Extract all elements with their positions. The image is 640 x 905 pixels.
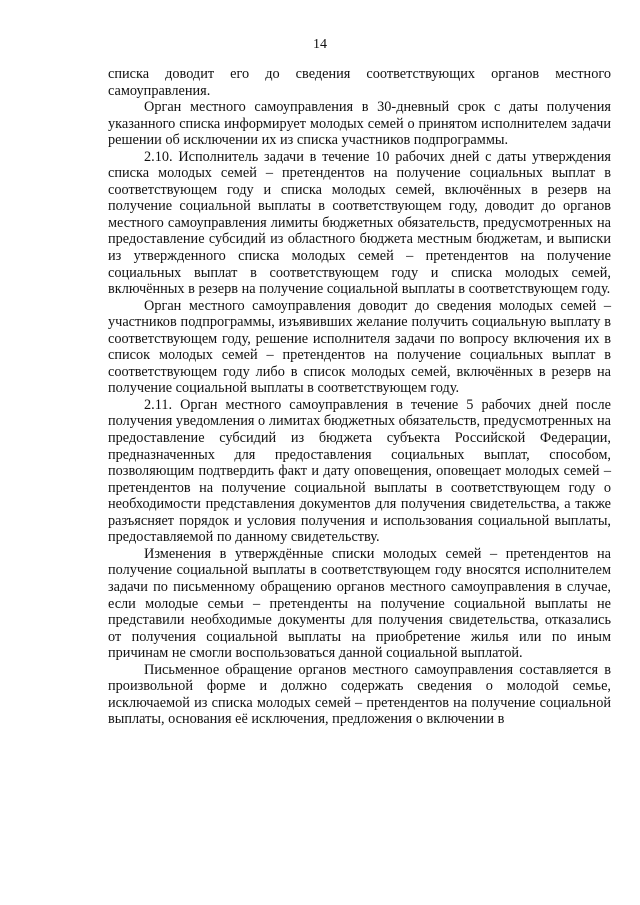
page-number: 14 [313,37,327,52]
body-text [108,66,611,728]
paragraph-2-10: 2.10. Исполнитель задачи в течение 10 рабочих дней с даты утверждения списка молодых семей – претендентов на получение социальных выплат в соответствующем году и списка молодых семей, включённых в резерв на получение социальной выплаты в соответствующем году, доводит до органов местного самоуправления лимиты бюджетных обязательств, предусмотренных на предоставление субсидий из областного бюджета местным бюджетам, и выписки из утвержденного списка молодых семей – претендентов на получение социальных выплат в соответствующем году и списка молодых семей, включённых в резерв на получение социальной выплаты в соответствующем году. [108,148,611,298]
paragraph-changes: Изменения в утверждённые списки молодых семей – претендентов на получение социальной выплаты в соответствующем году вносятся исполнителем задачи по письменному обращению органов местного самоуправления в случае, если молодые семьи – претенденты на получение социальной выплаты не представили необходимые документы для получения свидетельства, отказались от получения социальной выплаты на приобретение жилья или по иным причинам не смогли воспользоваться данной социальной выплатой. [108,545,611,662]
paragraph-informing: Орган местного самоуправления в 30-дневный срок с даты получения указанного списка информирует молодых семей о принятом исполнителем задачи решении об исключении их из списка участников подпрограммы. [108,99,611,149]
paragraph-notification: Орган местного самоуправления доводит до сведения молодых семей – участников подпрограммы, изъявивших желание получить социальную выплату в соответствующем году, решение исполнителя задачи по вопросу включения их в список молодых семей – претендентов на получение социальных выплат в соответствующем году либо в список молодых семей, включённых в резерв на получение социальной выплаты в соответствующем году. [108,297,611,397]
paragraph-continuation: списка доводит его до сведения соответствующих органов местного самоуправления. [108,66,611,99]
paragraph-written-request: Письменное обращение органов местного самоуправления составляется в произвольной форме и должно содержать сведения о молодой семье, исключаемой из списка молодых семей – претендентов на получение социальной выплаты, основания её исключения, предложения о включении в [108,661,611,728]
paragraph-2-11: 2.11. Орган местного самоуправления в течение 5 рабочих дней после получения уведомления о лимитах бюджетных обязательств, предусмотренных на предоставление субсидий из бюджета субъекта Российской Федерации, предназначенных для предоставления социальных выплат, способом, позволяющим подтвердить факт и дату оповещения, оповещает молодых семей – претендентов на получение социальной выплаты в соответствующем году о необходимости представления документов для получения свидетельства, а также разъясняет порядок и условия получения и использования социальной выплаты, предоставляемой по данному свидетельству. [108,396,611,546]
